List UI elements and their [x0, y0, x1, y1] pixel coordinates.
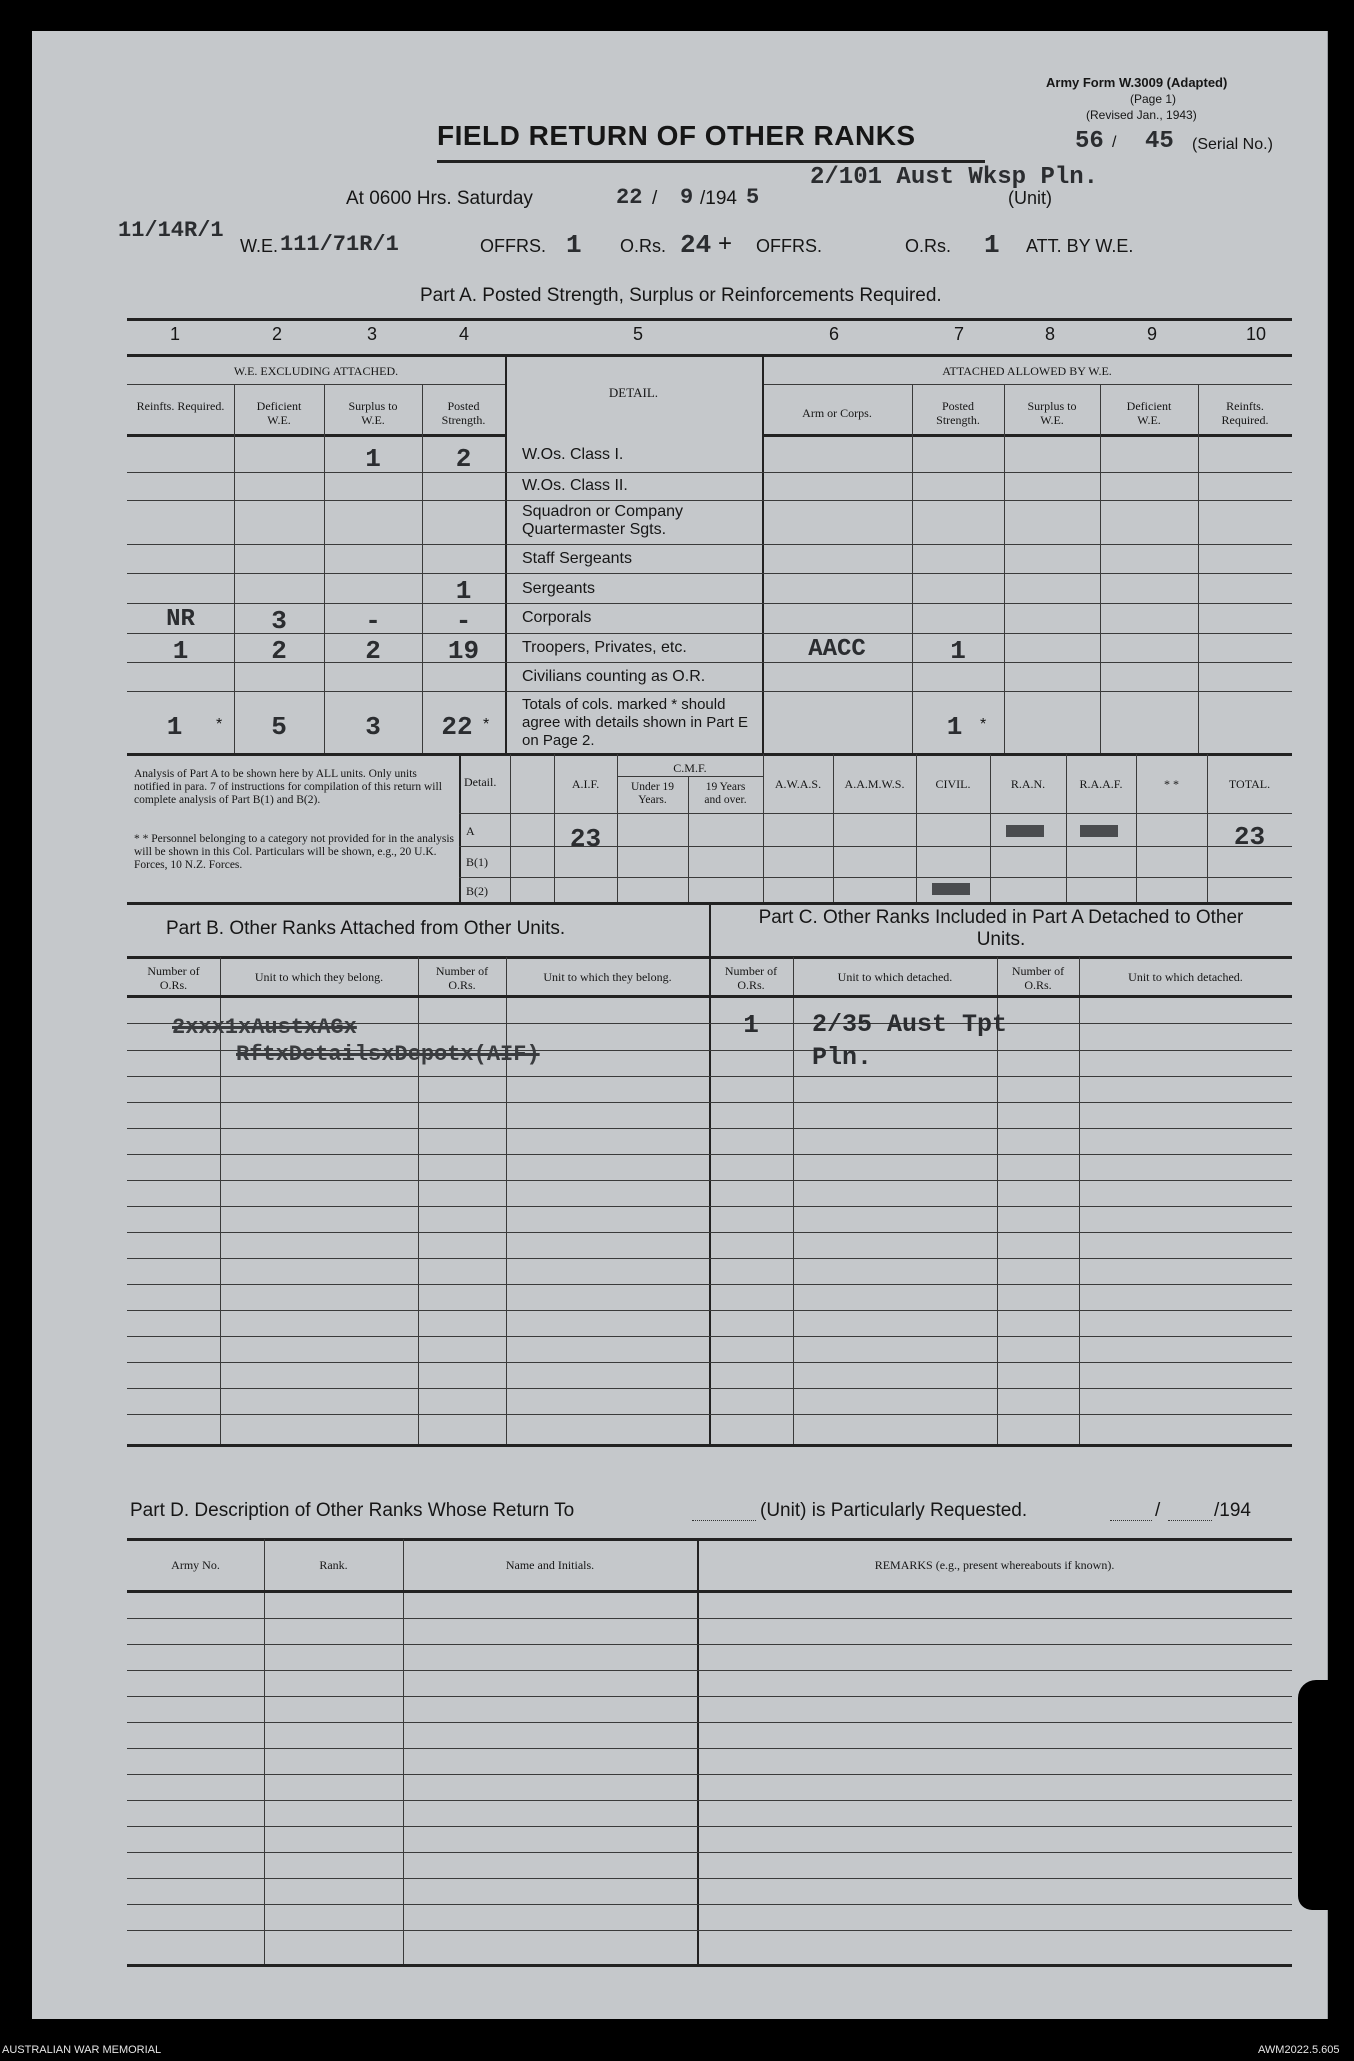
analysis-over19-header: 19 Years and over. [704, 781, 747, 806]
redaction-ran [1006, 825, 1044, 837]
analysis-note-other: * * Personnel belonging to a category not provided for in the analysis will be shown in this Col. Particulars will be shown, e.g., 20 U.K. Forces, 10 N.Z. Forces. [134, 833, 455, 871]
analysis-note: Analysis of Part A to be shown here by ALL units. Only units notified in para. 7 of instructions for compilation of this return will complete analysis of Part B(1) and B(2). [134, 768, 442, 806]
part-c-unit-line-1: 2/35 Aust Tpt [812, 1010, 1008, 1039]
wo1-posted: 2 [455, 444, 472, 474]
part-d-date-blank-2 [1168, 1508, 1212, 1521]
army-form-number: Army Form W.3009 (Adapted) [1046, 75, 1228, 90]
analysis-other-header: * * [1164, 777, 1179, 791]
detail-header: DETAIL. [608, 385, 659, 400]
we-label: W.E. [240, 236, 279, 256]
troopers-surplus: 2 [365, 636, 381, 666]
part-c-unit-line-2: Pln. [812, 1043, 873, 1072]
part-d-unit-blank [692, 1508, 756, 1521]
detail-wo-class-2: W.Os. Class II. [522, 477, 628, 494]
analysis-aamws-header: A.A.M.W.S. [844, 777, 905, 791]
corporals-reinfts: NR [166, 606, 195, 633]
part-c-unit-header-2: Unit to which detached. [1128, 970, 1243, 984]
redaction-raaf [1080, 825, 1118, 837]
part-b-number-header-2: Number of O.Rs. [435, 964, 489, 992]
part-d-date-blank-1 [1110, 1508, 1152, 1521]
analysis-row-b2: B(2) [466, 884, 488, 898]
analysis-ran-header: R.A.N. [1010, 777, 1046, 791]
header-posted-strength: Posted Strength. [441, 399, 486, 427]
att-label: ATT. BY W.E. [1026, 236, 1134, 256]
serial-label: (Serial No.) [1192, 136, 1273, 153]
troopers-arm-corps: AACC [808, 636, 866, 663]
form-title: FIELD RETURN OF OTHER RANKS [437, 120, 916, 151]
total-deficient: 5 [271, 712, 287, 742]
ors2-label: O.Rs. [905, 236, 952, 256]
part-b-unit-header-2: Unit to which they belong. [543, 970, 672, 984]
footer-archive-name: AUSTRALIAN WAR MEMORIAL [2, 2044, 162, 2056]
analysis-row-a: A [466, 824, 475, 838]
corporals-surplus: - [365, 606, 381, 636]
footer-accession-number: AWM2022.5.605 [1258, 2044, 1340, 2056]
revised-date: (Revised Jan., 1943) [1086, 108, 1197, 122]
ors-value: 24 [680, 230, 712, 260]
detail-corporals: Corporals [522, 609, 592, 626]
header-deficient-we: Deficient W.E. [256, 399, 302, 427]
detail-wo-class-1: W.Os. Class I. [522, 446, 624, 463]
part-d-name-header: Name and Initials. [505, 1558, 595, 1572]
analysis-under19-header: Under 19 Years. [630, 781, 675, 806]
analysis-total-a: 23 [1233, 822, 1266, 852]
analysis-awas-header: A.W.A.S. [774, 777, 822, 791]
we-value: 111/71R/1 [280, 232, 399, 257]
corporals-deficient: 3 [271, 606, 287, 636]
part-c-title: Part C. Other Ranks Included in Part A Detached to Other Units. [758, 907, 1244, 950]
date-day: 22 [616, 185, 643, 210]
part-b-unit-header: Unit to which they belong. [254, 970, 384, 984]
header-att-reinfts: Reinfts. Required. [1221, 399, 1269, 427]
date-month: 9 [680, 185, 694, 210]
corporals-posted: - [455, 606, 472, 636]
part-d-title-c: /194 [1214, 1500, 1251, 1521]
analysis-civil-header: CIVIL. [935, 777, 971, 791]
part-b-number-header: Number of O.Rs. [147, 964, 200, 992]
left-group-header: W.E. EXCLUDING ATTACHED. [233, 364, 399, 378]
serial-number-b: 45 [1145, 128, 1174, 155]
offrs-value: 1 [566, 230, 582, 260]
analysis-aif-a: 23 [569, 824, 602, 854]
part-c-unit-header: Unit to which detached. [837, 970, 953, 984]
header-att-surplus: Surplus to W.E. [1027, 399, 1077, 427]
part-c-number: 1 [743, 1010, 759, 1040]
troopers-reinfts: 1 [172, 636, 189, 666]
analysis-row-b1: B(1) [466, 855, 488, 869]
total-posted: 22 [441, 712, 473, 742]
date-year-digit: 5 [746, 185, 760, 210]
serial-number-a: 56 [1075, 128, 1104, 155]
analysis-raaf-header: R.A.A.F. [1079, 777, 1123, 791]
offrs-label: OFFRS. [480, 236, 546, 256]
analysis-detail-header: Detail. [464, 775, 497, 789]
unit-label: (Unit) [1008, 188, 1052, 208]
header-att-deficient: Deficient W.E. [1126, 399, 1172, 427]
total-reinfts: 1 [166, 712, 183, 742]
part-d-title-a: Part D. Description of Other Ranks Whose Return To [130, 1500, 575, 1521]
part-d-title-b: (Unit) is Particularly Requested. [760, 1500, 1028, 1521]
unit-value: 2/101 Aust Wksp Pln. [810, 164, 1099, 191]
wo1-surplus: 1 [365, 444, 381, 474]
troopers-att-posted: 1 [950, 636, 966, 666]
analysis-cmf-header: C.M.F. [673, 761, 707, 775]
plus-sign: + [718, 230, 733, 257]
detail-troopers: Troopers, Privates, etc. [522, 639, 687, 656]
torn-paper-edge [1298, 1680, 1328, 1910]
detail-sergeants: Sergeants [522, 580, 595, 597]
ors2-value: 1 [984, 230, 1000, 260]
header-arm-or-corps: Arm or Corps. [802, 406, 872, 420]
part-a-title: Part A. Posted Strength, Surplus or Reinforcements Required. [420, 285, 942, 306]
detail-civilians: Civilians counting as O.R. [522, 668, 706, 685]
analysis-aif-header: A.I.F. [571, 777, 600, 791]
part-b-title: Part B. Other Ranks Attached from Other Units. [166, 918, 566, 939]
analysis-total-header: TOTAL. [1228, 777, 1271, 791]
part-b-struck-line-2: RftxDetailsxDepotx(AIF) [236, 1042, 540, 1067]
header-reinfts-required: Reinfts. Required. [136, 399, 225, 413]
header-att-posted-strength: Posted Strength. [936, 399, 980, 427]
date-year-prefix: /194 [700, 188, 737, 209]
at-label: At 0600 Hrs. Saturday [346, 188, 533, 209]
total-att-posted: 1 [946, 712, 963, 742]
part-d-army-no-header: Army No. [171, 1558, 220, 1572]
troopers-deficient: 2 [271, 636, 287, 666]
we-margin-note: 11/14R/1 [118, 218, 224, 243]
redaction-civil [932, 883, 970, 895]
page-number: (Page 1) [1130, 92, 1177, 106]
detail-staff-sergeants: Staff Sergeants [522, 550, 632, 567]
troopers-posted: 19 [447, 636, 480, 666]
sergeants-posted: 1 [455, 576, 472, 606]
offrs2-label: OFFRS. [756, 236, 822, 256]
right-group-header: ATTACHED ALLOWED BY W.E. [942, 364, 1112, 378]
part-c-number-header: Number of O.Rs. [724, 964, 778, 992]
part-d-rank-header: Rank. [319, 1558, 348, 1572]
detail-quartermaster-sgts: Squadron or Company Quartermaster Sgts. [522, 503, 683, 538]
header-surplus-to-we: Surplus to W.E. [348, 399, 398, 427]
detail-totals: Totals of cols. marked * should agree with details shown in Part E on Page 2. [522, 696, 748, 749]
part-c-number-header-2: Number of O.Rs. [1011, 964, 1065, 992]
part-d-remarks-header: REMARKS (e.g., present whereabouts if known). [874, 1558, 1115, 1572]
part-b-struck-line-1: 2xxx1xAustxAGx [172, 1015, 357, 1040]
ors-label: O.Rs. [620, 236, 667, 256]
total-surplus: 3 [365, 712, 381, 742]
